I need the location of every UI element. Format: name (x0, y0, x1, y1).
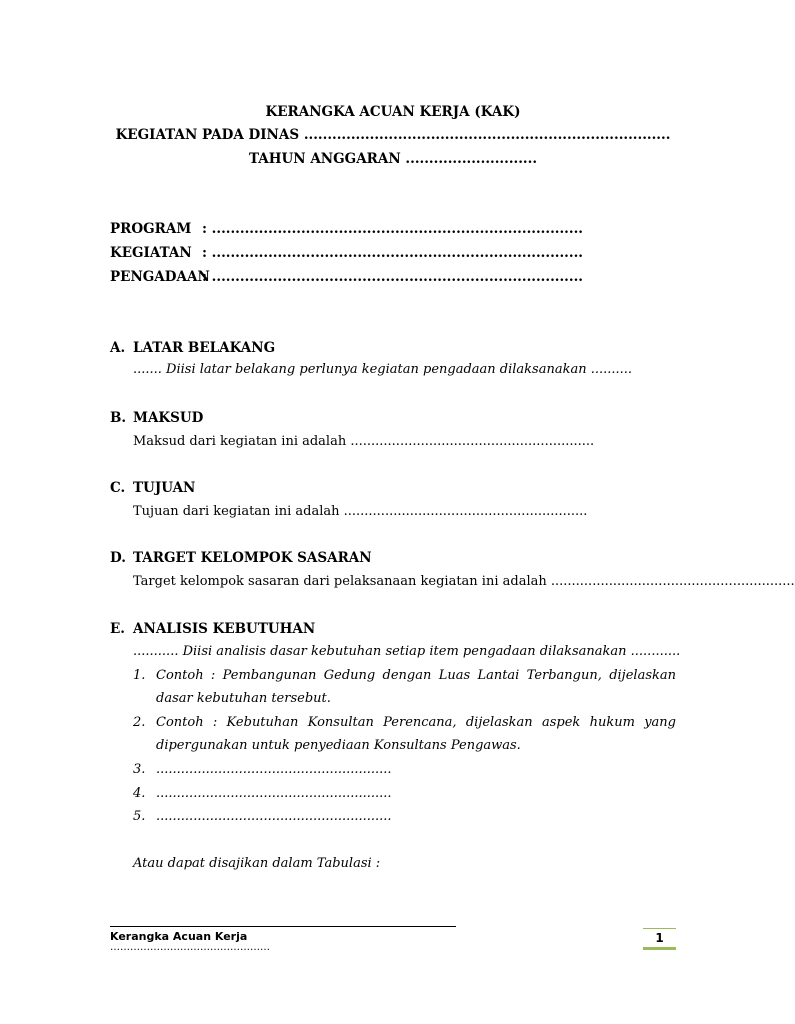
list-item-text: ......................................................... (156, 809, 392, 824)
section-b-letter: B. (110, 410, 127, 426)
field-kegiatan-value: : ............................................................................... (202, 245, 583, 261)
field-pengadaan-value: : ............................................................................... (202, 269, 583, 285)
field-kegiatan-label: KEGIATAN (110, 245, 192, 261)
field-pengadaan-label: PENGADAAN (110, 269, 210, 285)
section-e-letter: E. (110, 621, 125, 637)
section-a-text: ....... Diisi latar belakang perlunya kegiatan pengadaan dilaksanakan .......... (133, 362, 633, 377)
section-e-title: ANALISIS KEBUTUHAN (133, 621, 316, 637)
footer-dots: ………………………………………… (110, 942, 270, 953)
field-program-label: PROGRAM (110, 221, 192, 237)
field-program-value: : ............................................................................... (202, 221, 583, 237)
doc-subtitle-dinas: KEGIATAN PADA DINAS .............................................................................. (115, 127, 671, 143)
doc-subtitle-tahun: TAHUN ANGGARAN ............................ (248, 151, 538, 167)
section-b-text: Maksud dari kegiatan ini adalah ........................................................... (133, 434, 595, 449)
list-item-text: Contoh : Kebutuhan Konsultan Perencana, dijelaskan aspek hukum yang dipergunakan untuk penyediaan Konsultans Pengawas. (156, 715, 676, 753)
section-e-intro: ........... Diisi analisis dasar kebutuhan setiap item pengadaan dilaksanakan ............ (133, 644, 681, 659)
page-number-top-rule (643, 928, 676, 929)
section-d-title: TARGET KELOMPOK SASARAN (133, 550, 372, 566)
tabulation-note: Atau dapat disajikan dalam Tabulasi : (133, 856, 381, 871)
list-item-number: 4. (133, 786, 146, 801)
list-item-text: ......................................................... (156, 786, 392, 801)
list-item-text: Contoh : Pembangunan Gedung dengan Luas Lantai Terbangun, dijelaskan dasar kebutuhan tersebut. (156, 668, 676, 706)
page-number-bottom-rule (643, 947, 676, 950)
page-number-box (643, 928, 676, 950)
section-b-title: MAKSUD (133, 410, 204, 426)
section-d-text: Target kelompok sasaran dari pelaksanaan kegiatan ini adalah ........................................................... (133, 574, 795, 589)
list-item-number: 5. (133, 809, 146, 824)
list-item-text: ......................................................... (156, 762, 392, 777)
list-item-number: 3. (133, 762, 146, 777)
footer-divider (110, 926, 456, 927)
section-d-letter: D. (110, 550, 126, 566)
section-a-title: LATAR BELAKANG (133, 340, 276, 356)
page-number: 1 (655, 931, 664, 945)
list-item-number: 2. (133, 715, 146, 730)
section-a-letter: A. (110, 340, 126, 356)
list-item-number: 1. (133, 668, 146, 683)
section-c-title: TUJUAN (133, 480, 196, 496)
section-c-letter: C. (110, 480, 126, 496)
section-c-text: Tujuan dari kegiatan ini adalah ........................................................... (133, 504, 588, 519)
footer-title: Kerangka Acuan Kerja (110, 930, 248, 943)
doc-title: KERANGKA ACUAN KERJA (KAK) (265, 104, 521, 120)
